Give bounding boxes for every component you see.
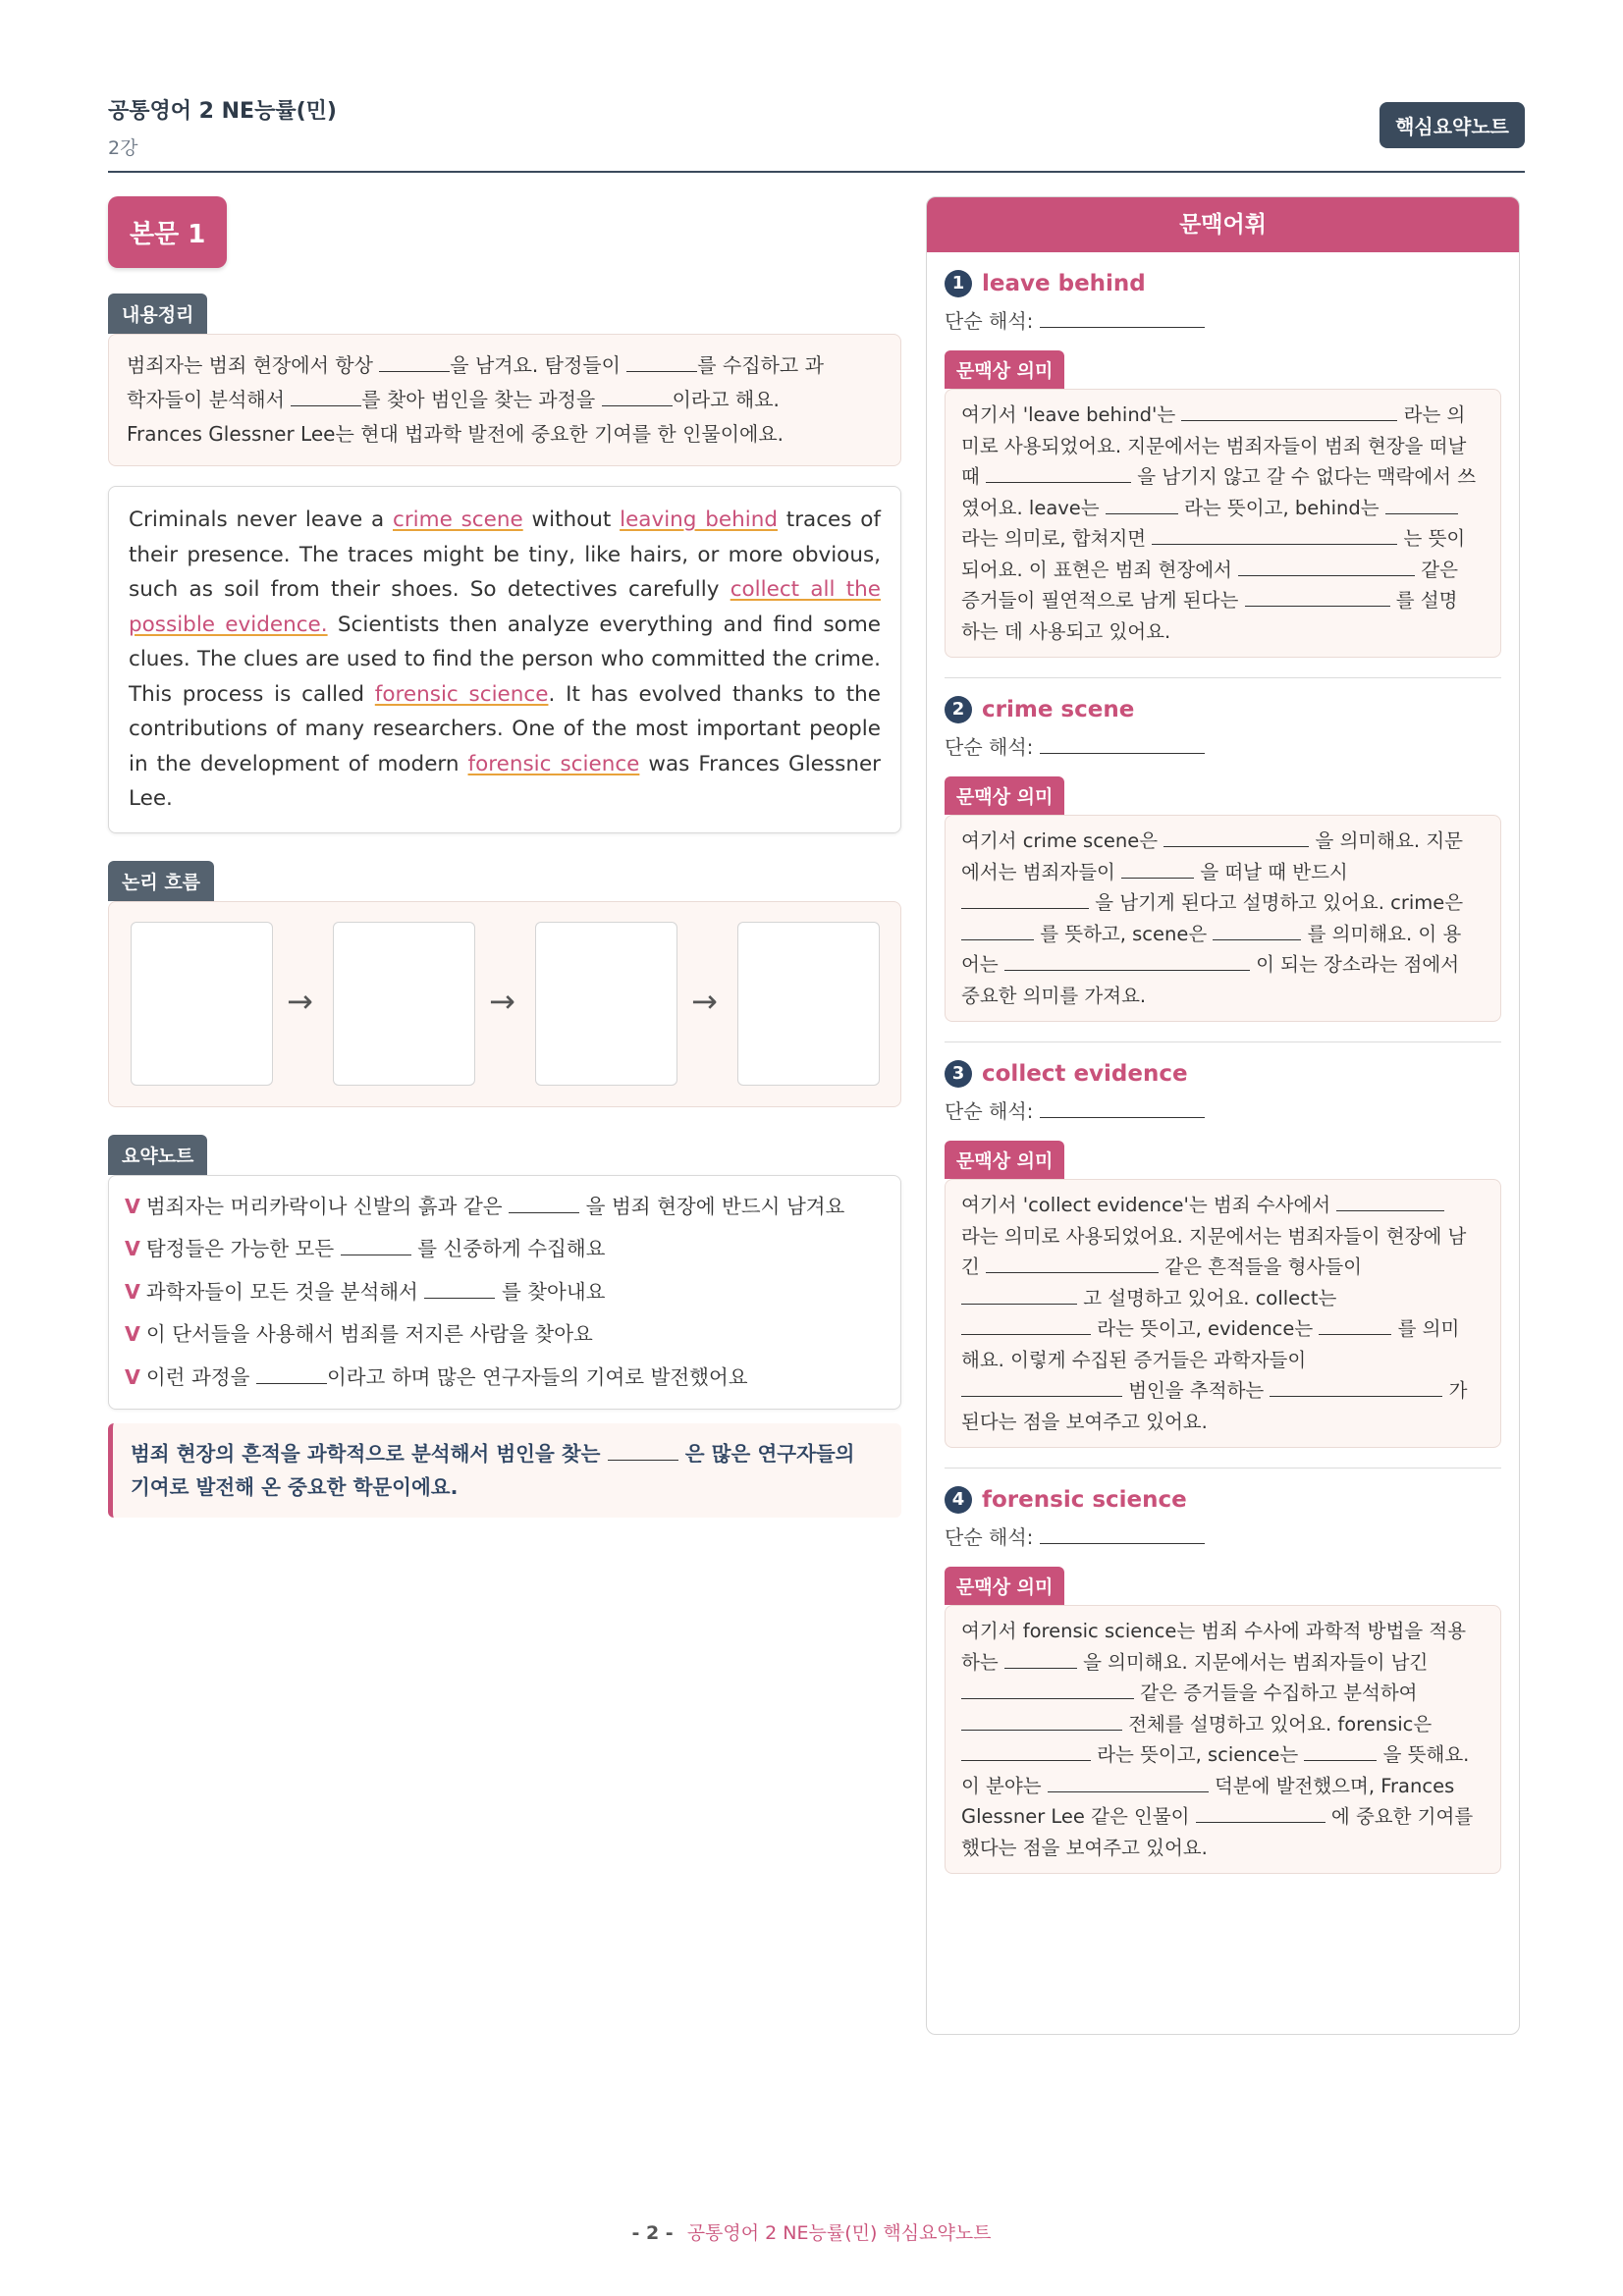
- vocab-panel-title: 문맥어휘: [927, 197, 1519, 252]
- highlight-phrase: leaving behind: [620, 507, 778, 532]
- context-box: 여기서 'collect evidence'는 범죄 수사에서 라는 의미로 사용되었어요. 지문에서는 범죄자들이 현장에 남 긴 같은 흔적들을 형사들이 고 설명하고 있어요. collect는 라는 뜻이고, evidence는 를 의미 해요. 이렇게 수집된 증거들은 과학자들이 범인을 추적하는 가 된다는 점을 보여주고 있어요.: [945, 1179, 1501, 1448]
- summary-label: 내용정리: [108, 294, 207, 334]
- vocab-term: leave behind: [982, 271, 1146, 296]
- summary-line: Frances Glessner Lee는 현대 법과학 발전에 중요한 기여를 한 인물이에요.: [127, 422, 784, 446]
- left-column: [108, 196, 901, 1518]
- simple-translation: 단순 해석:: [945, 305, 1501, 337]
- blank: [1040, 732, 1205, 754]
- flow-label: 논리 흐름: [108, 861, 214, 901]
- simple-translation: 단순 해석:: [945, 1095, 1501, 1127]
- summary-box: [108, 334, 901, 466]
- vocab-item: [927, 270, 1519, 678]
- check-mark-icon: V: [125, 1194, 140, 1218]
- simple-translation: 단순 해석:: [945, 1522, 1501, 1553]
- vocab-term: collect evidence: [982, 1061, 1188, 1087]
- vocab-item: [927, 696, 1519, 1042]
- divider: [945, 677, 1501, 678]
- blank: [608, 1439, 678, 1461]
- flow-step-box[interactable]: [737, 922, 880, 1086]
- context-box: 여기서 forensic science는 범죄 수사에 과학적 방법을 적용 하는 을 의미해요. 지문에서는 범죄자들이 남긴 같은 증거들을 수집하고 분석하여 전체를 설명하고 있어요. forensic은 라는 뜻이고, science는 을 뜻해요. 이 분야는 덕분에 발전했으며, Frances Glessner Lee 같은 인물이 에 중요한 기여를 했다는 점을 보여주고 있어요.: [945, 1605, 1501, 1874]
- arrow-right-icon: →: [489, 982, 515, 1020]
- flow-step-box[interactable]: [131, 922, 273, 1086]
- passage-text: Criminals never leave a crime scene without leaving behind traces of their presence. The traces might be tiny, like hairs, or more obvious, such as soil from their shoes. So detectives carefully collect all the possible evidence. Scientists then analyze everything and find some clues. The clues are used to find the person who committed the crime. This process is called forensic science. It has evolved thanks to the contributions of many researchers. One of the most important people in the development of modern forensic science was Frances Glessner Lee.: [108, 486, 901, 833]
- simple-translation: 단순 해석:: [945, 731, 1501, 763]
- blank: [602, 385, 673, 406]
- summary-line: 학자들이 분석해서 를 찾아 범인을 찾는 과정을 이라고 해요.: [127, 383, 883, 417]
- context-label: 문맥상 의미: [945, 1567, 1064, 1605]
- summary-line: 범죄자는 범죄 현장에서 항상 을 남겨요. 탐정들이 를 수집하고 과: [127, 348, 883, 383]
- logic-flow: [108, 901, 901, 1107]
- item-number: 2: [945, 696, 972, 723]
- highlight-phrase: forensic science: [467, 751, 640, 776]
- vocab-item: [927, 1060, 1519, 1468]
- note-item: V 이런 과정을 이라고 하며 많은 연구자들의 기여로 발전했어요: [125, 1357, 885, 1400]
- page-footer: [0, 2218, 1623, 2245]
- highlight-phrase: collect all the possible evidence.: [129, 577, 881, 637]
- flow-step-box[interactable]: [333, 922, 475, 1086]
- context-box: 여기서 crime scene은 을 의미해요. 지문 에서는 범죄자들이 을 떠날 때 반드시 을 남기게 된다고 설명하고 있어요. crime은 를 뜻하고, scene은 를 의미해요. 이 용 어는 이 되는 장소라는 점에서 중요한 의미를 가져요.: [945, 815, 1501, 1022]
- page-number: - 2 -: [631, 2222, 674, 2244]
- vocab-term: crime scene: [982, 697, 1135, 722]
- context-label: 문맥상 의미: [945, 350, 1064, 389]
- arrow-right-icon: →: [691, 982, 718, 1020]
- context-label: 문맥상 의미: [945, 1141, 1064, 1179]
- blank: [341, 1234, 411, 1255]
- blank: [291, 385, 361, 406]
- note-item: V 범죄자는 머리카락이나 신발의 흙과 같은 을 범죄 현장에 반드시 남겨요: [125, 1186, 885, 1229]
- blank: [626, 350, 697, 372]
- notes-label: 요약노트: [108, 1135, 207, 1175]
- blank: [1040, 1522, 1205, 1544]
- divider: [945, 1041, 1501, 1042]
- blank: [379, 350, 450, 372]
- blank: [509, 1192, 579, 1213]
- note-item: V 이 단서들을 사용해서 범죄를 저지른 사람을 찾아요: [125, 1322, 593, 1346]
- arrow-right-icon: →: [287, 982, 313, 1020]
- check-mark-icon: V: [125, 1322, 140, 1346]
- item-number: 3: [945, 1060, 972, 1088]
- flow-step-box[interactable]: [535, 922, 677, 1086]
- highlight-phrase: forensic science: [374, 681, 549, 707]
- blank: [1040, 306, 1205, 328]
- context-box: 여기서 'leave behind'는 라는 의 미로 사용되었어요. 지문에서는 범죄자들이 범죄 현장을 떠날 때 을 남기지 않고 갈 수 없다는 맥락에서 쓰 였어요. leave는 라는 뜻이고, behind는 라는 의미로, 합쳐지면 는 뜻이 되어요. 이 표현은 범죄 현장에서 같은 증거들이 필연적으로 남게 된다는 를 설명 하는 데 사용되고 있어요.: [945, 389, 1501, 658]
- item-number: 1: [945, 270, 972, 297]
- check-mark-icon: V: [125, 1364, 140, 1389]
- note-item: V 탐정들은 가능한 모든 를 신중하게 수집해요: [125, 1228, 885, 1271]
- vocab-panel: [926, 196, 1520, 2035]
- conclusion-box: 범죄 현장의 흔적을 과학적으로 분석해서 범인을 찾는 은 많은 연구자들의 기여로 발전해 온 중요한 학문이에요.: [108, 1423, 901, 1518]
- vocab-item: [927, 1486, 1519, 1874]
- vocab-term: forensic science: [982, 1487, 1187, 1513]
- blank: [256, 1362, 327, 1384]
- lesson-number: 2강: [108, 137, 138, 159]
- item-number: 4: [945, 1486, 972, 1514]
- blank: [424, 1277, 495, 1299]
- page-header: [108, 94, 1525, 173]
- header-badge: 핵심요약노트: [1380, 102, 1525, 148]
- section-title: 본문 1: [108, 196, 227, 268]
- course-title: 공통영어 2 NE능률(민): [108, 99, 337, 124]
- check-mark-icon: V: [125, 1237, 140, 1260]
- blank: [1040, 1096, 1205, 1118]
- check-mark-icon: V: [125, 1279, 140, 1304]
- note-item: V 과학자들이 모든 것을 분석해서 를 찾아내요: [125, 1271, 885, 1314]
- summary-notes: [108, 1175, 901, 1411]
- context-label: 문맥상 의미: [945, 776, 1064, 815]
- highlight-phrase: crime scene: [393, 507, 523, 532]
- footer-title: 공통영어 2 NE능률(민) 핵심요약노트: [686, 2222, 992, 2244]
